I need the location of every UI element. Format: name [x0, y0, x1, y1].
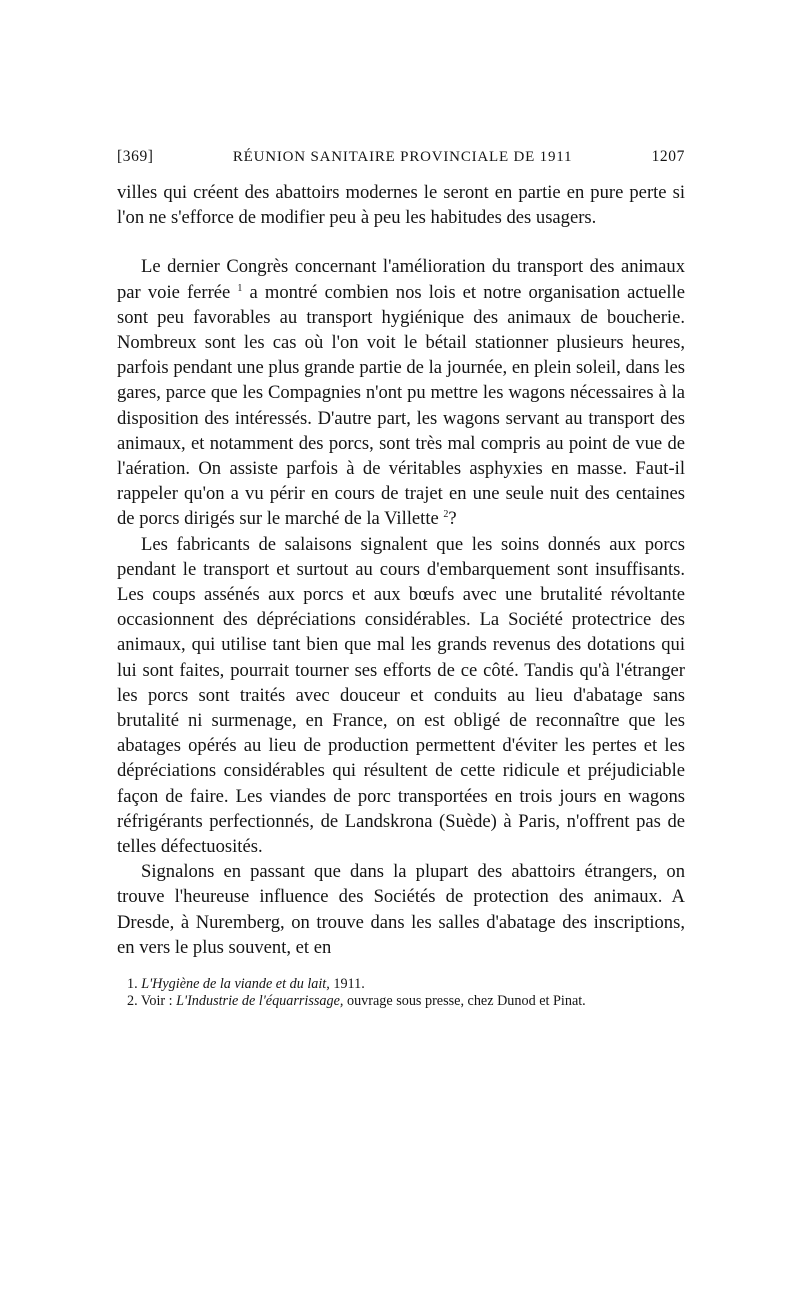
footnote-2: 2. Voir : L'Industrie de l'équarrissage, ouvrage sous presse, chez Dunod et Pinat.	[127, 993, 586, 1010]
running-title: RÉUNION SANITAIRE PROVINCIALE DE 1911	[232, 149, 573, 165]
footnotes	[117, 976, 685, 1010]
paragraph-continuation: villes qui créent des abattoirs modernes le seront en partie en pure perte si l'on ne s'efforce de modifier peu à peu les habitudes des usagers.	[117, 182, 685, 229]
page-reference: [369]	[117, 148, 154, 165]
paragraph-salaisons: Les fabricants de salaisons signalent que les soins donnés aux porcs pendant le transport et surtout au cours d'embarquement sont insuffisants. Les coups assénés aux porcs et aux bœufs avec une brutalité révoltante occasionnent des dépréciations considérables. La Société protectrice des animaux, qui utilise tant bien que mal les grands revenus des dotations qui lui sont faites, pourrait tourner ses efforts de ce côté. Tandis qu'à l'étranger les porcs sont traités avec douceur et conduits au lieu d'abatage sans brutalité ni surmenage, en France, on est obligé de reconnaître que les abatages opérés au lieu de production permettent d'éviter les pertes et les dépréciations considérables qui résultent de cette ridicule et préjudiciable façon de faire. Les viandes de porc transportées en trois jours en wagons réfrigérants perfectionnés, de Landskrona (Suède) à Paris, n'offrent pas de telles défectuosités.	[117, 533, 685, 858]
body-text	[117, 180, 685, 960]
paragraph-transport: Le dernier Congrès concernant l'amélioration du transport des animaux par voie ferrée $^1$ a montré combien nos lois et notre organisation actuelle sont peu favorables au transport hygiénique des animaux de boucherie. Nombreux sont les cas où l'on voit le bétail stationner plusieurs heures, parfois pendant une plus grande partie de la journée, en plein soleil, dans les gares, parce que les Compagnies n'ont pu mettre les wagons nécessaires à la disposition des intéressés. D'autre part, les wagons servant au transport des animaux, et notamment des porcs, sont très mal compris au point de vue de l'aération. On assiste parfois à de véritables asphyxies en masse. Faut-il rappeler qu'on a vu périr en cours de trajet en une seule nuit des centaines de porcs dirigés sur le marché de la Villette $^2$?	[117, 256, 685, 530]
footnote-ref-2: 2	[443, 509, 449, 521]
document-page	[117, 148, 685, 1010]
page-number: 1207	[651, 148, 685, 165]
paragraph-abattoirs-etrangers: Signalons en passant que dans la plupart des abattoirs étrangers, on trouve l'heureuse influence des Sociétés de protection des animaux. A Dresde, à Nuremberg, on trouve dans les salles d'abatage des inscriptions, en vers le plus souvent, et en	[117, 861, 685, 958]
footnote-ref-1: 1	[237, 282, 243, 294]
running-head	[117, 148, 685, 178]
footnote-1: 1. L'Hygiène de la viande et du lait, 1911.	[127, 976, 365, 993]
